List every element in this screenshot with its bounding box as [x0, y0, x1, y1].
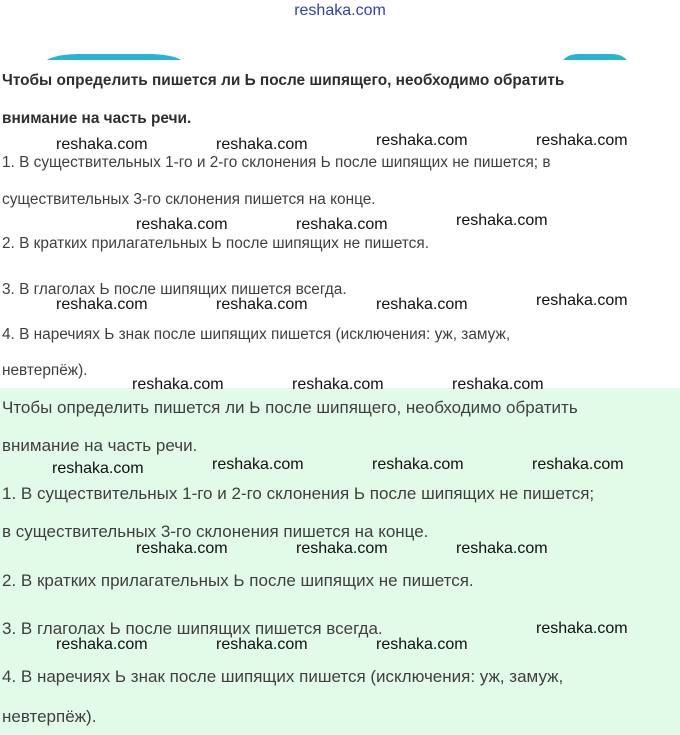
watermark: reshaka.com — [456, 212, 548, 229]
rule-item-1-line-2: существительных 3-го склонения пишется на конце. — [2, 191, 376, 208]
watermark: reshaka.com — [216, 636, 308, 653]
watermark: reshaka.com — [132, 376, 224, 393]
watermark: reshaka.com — [452, 376, 544, 393]
rule-title-line-1: Чтобы определить пишется ли Ь после шипящего, необходимо обратить — [2, 72, 565, 89]
rule-item-4-line-1: 4. В наречиях Ь знак после шипящих пишется (исключения: уж, замуж, — [2, 667, 564, 686]
watermark: reshaka.com — [216, 136, 308, 153]
watermark: reshaka.com — [56, 636, 148, 653]
watermark: reshaka.com — [216, 296, 308, 313]
watermark: reshaka.com — [456, 540, 548, 557]
rule-item-4-line-1: 4. В наречиях Ь знак после шипящих пишется (исключения: уж, замуж, — [2, 326, 511, 343]
watermark: reshaka.com — [376, 132, 468, 149]
watermark: reshaka.com — [136, 540, 228, 557]
rule-title-line-2: внимание на часть речи. — [2, 436, 198, 455]
watermark: reshaka.com — [292, 376, 384, 393]
watermark: reshaka.com — [372, 456, 464, 473]
watermark: reshaka.com — [532, 456, 624, 473]
site-header-link[interactable]: reshaka.com — [294, 2, 386, 19]
rule-item-3: 3. В глаголах Ь после шипящих пишется всегда. — [2, 281, 347, 298]
rule-item-1-line-1: 1. В существительных 1-го и 2-го склонения Ь после шипящих не пишется; в — [2, 154, 551, 171]
watermark: reshaka.com — [296, 540, 388, 557]
rule-item-2: 2. В кратких прилагательных Ь после шипящих не пишется. — [2, 571, 474, 590]
watermark: reshaka.com — [376, 636, 468, 653]
watermark: reshaka.com — [212, 456, 304, 473]
rule-block-enhanced — [0, 388, 680, 735]
rule-title-line-2: внимание на часть речи. — [2, 110, 192, 127]
watermark: reshaka.com — [136, 216, 228, 233]
watermark: reshaka.com — [52, 460, 144, 477]
watermark: reshaka.com — [536, 132, 628, 149]
watermark: reshaka.com — [376, 296, 468, 313]
rule-title-line-1: Чтобы определить пишется ли Ь после шипящего, необходимо обратить — [2, 398, 578, 417]
watermark: reshaka.com — [536, 620, 628, 637]
rule-item-1-line-1: 1. В существительных 1-го и 2-го склонения Ь после шипящих не пишется; — [2, 484, 595, 503]
watermark: reshaka.com — [56, 296, 148, 313]
rule-item-3: 3. В глаголах Ь после шипящих пишется всегда. — [2, 619, 383, 638]
watermark: reshaka.com — [296, 216, 388, 233]
rule-item-4-line-2: невтерпёж). — [2, 362, 88, 379]
watermark: reshaka.com — [56, 136, 148, 153]
rule-item-1-line-2: в существительных 3-го склонения пишется на конце. — [2, 522, 429, 541]
rule-item-4-line-2: невтерпёж). — [2, 707, 97, 726]
rule-item-2: 2. В кратких прилагательных Ь после шипящих не пишется. — [2, 235, 429, 252]
watermark: reshaka.com — [536, 292, 628, 309]
